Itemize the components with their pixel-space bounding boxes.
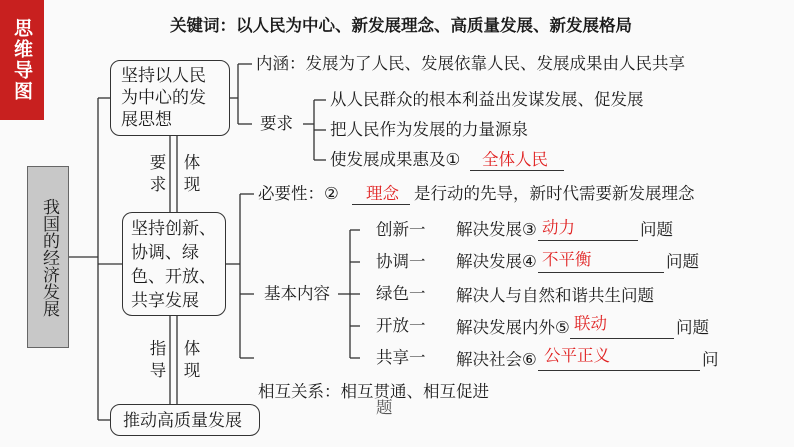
link-label-guide: 指 导 — [149, 339, 167, 380]
item-name: 创新一 — [376, 220, 426, 239]
answer-6: 公平正义 — [544, 346, 610, 365]
item-name: 协调一 — [376, 252, 426, 271]
node-people-centered: 坚持以人民为中心的发展思想 — [110, 60, 230, 136]
item-name: 开放一 — [376, 316, 426, 335]
item-suffix: 问题 — [676, 318, 709, 337]
blank-line — [352, 204, 410, 205]
item-text: 解决社会⑥ — [456, 350, 537, 369]
item-name: 共享一 — [376, 348, 426, 367]
item-suffix: 问题 — [666, 252, 699, 271]
mind-map-tab: 思维导图 — [0, 0, 44, 120]
blank-line — [538, 272, 664, 273]
item-name: 绿色一 — [376, 284, 426, 303]
link-label-require: 要 求 — [149, 153, 167, 194]
overflow-char: 题 — [376, 398, 393, 417]
link-label-reflect: 体 现 — [183, 153, 201, 194]
item-suffix: 问 — [702, 350, 719, 369]
basic-content-label: 基本内容 — [264, 284, 330, 303]
requirement-label: 要求 — [260, 114, 293, 133]
connotation-text: 内涵：发展为了人民、发展依靠人民、发展成果由人民共享 — [256, 54, 685, 73]
requirement-item: 使发展成果惠及① — [330, 150, 461, 169]
item-text: 解决人与自然和谐共生问题 — [456, 286, 654, 305]
answer-5: 联动 — [574, 314, 607, 333]
requirement-item: 把人民作为发展的力量源泉 — [330, 120, 528, 139]
node-new-development: 坚持创新、协调、绿色、开放、共享发展 — [122, 212, 226, 316]
blank-line — [570, 338, 674, 339]
relation-text: 相互关系：相互贯通、相互促进 — [258, 382, 489, 401]
item-text: 解决发展④ — [456, 252, 537, 271]
answer-4: 不平衡 — [542, 250, 592, 269]
blank-line — [538, 370, 700, 371]
blank-line — [538, 240, 638, 241]
link-label-reflect-2: 体 现 — [183, 339, 201, 380]
answer-1: 全体人民 — [482, 150, 548, 169]
blank-line — [470, 170, 564, 171]
item-text: 解决发展③ — [456, 220, 537, 239]
item-text: 解决发展内外⑤ — [456, 318, 570, 337]
answer-3: 动力 — [542, 218, 575, 237]
necessity-suffix: 是行动的先导，新时代需要新发展理念 — [414, 184, 695, 203]
keywords-title: 关键词：以人民为中心、新发展理念、高质量发展、新发展格局 — [170, 16, 632, 35]
node-high-quality: 推动高质量发展 — [110, 404, 260, 436]
requirement-item: 从人民群众的根本利益出发谋发展、促发展 — [330, 90, 644, 109]
answer-2: 理念 — [366, 184, 399, 203]
item-suffix: 问题 — [640, 220, 673, 239]
root-node-economy: 我国的经济发展 — [27, 166, 69, 348]
necessity-prefix: 必要性：② — [258, 184, 339, 203]
